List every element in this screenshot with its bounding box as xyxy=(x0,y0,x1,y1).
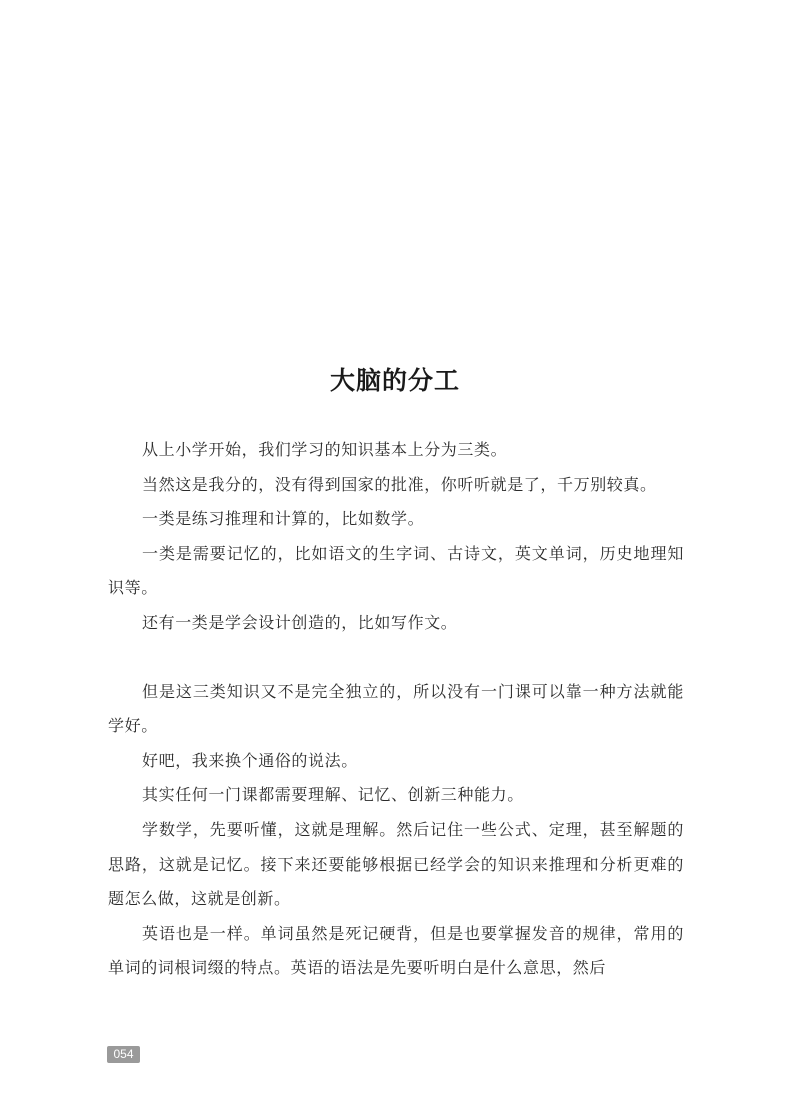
paragraph: 但是这三类知识又不是完全独立的，所以没有一门课可以靠一种方法就能学好。 xyxy=(108,681,684,736)
paragraph: 一类是需要记忆的，比如语文的生字词、古诗文，英文单词，历史地理知识等。 xyxy=(108,543,684,598)
section-gap xyxy=(108,641,684,675)
paragraph: 还有一类是学会设计创造的，比如写作文。 xyxy=(142,612,458,632)
paragraph: 英语也是一样。单词虽然是死记硬背，但是也要掌握发音的规律，常用的单词的词根词缀的特点。英语的语法是先要听明白是什么意思，然后 xyxy=(108,923,684,978)
paragraph: 一类是练习推理和计算的，比如数学。 xyxy=(142,509,425,529)
body-text xyxy=(108,433,684,986)
paragraph: 好吧，我来换个通俗的说法。 xyxy=(142,750,358,770)
chapter-title: 大脑的分工 xyxy=(329,366,460,395)
paragraph: 其实任何一门课都需要理解、记忆、创新三种能力。 xyxy=(142,785,524,805)
paragraph: 从上小学开始，我们学习的知识基本上分为三类。 xyxy=(142,440,508,459)
paragraph: 当然这是我分的，没有得到国家的批准，你听听就是了，千万别较真。 xyxy=(142,474,657,494)
paragraph: 学数学，先要听懂，这就是理解。然后记住一些公式、定理，甚至解题的思路，这就是记忆。接下来还要能够根据已经学会的知识来推理和分析更难的题怎么做，这就是创新。 xyxy=(108,819,684,909)
page-number: 054 xyxy=(107,1046,140,1063)
